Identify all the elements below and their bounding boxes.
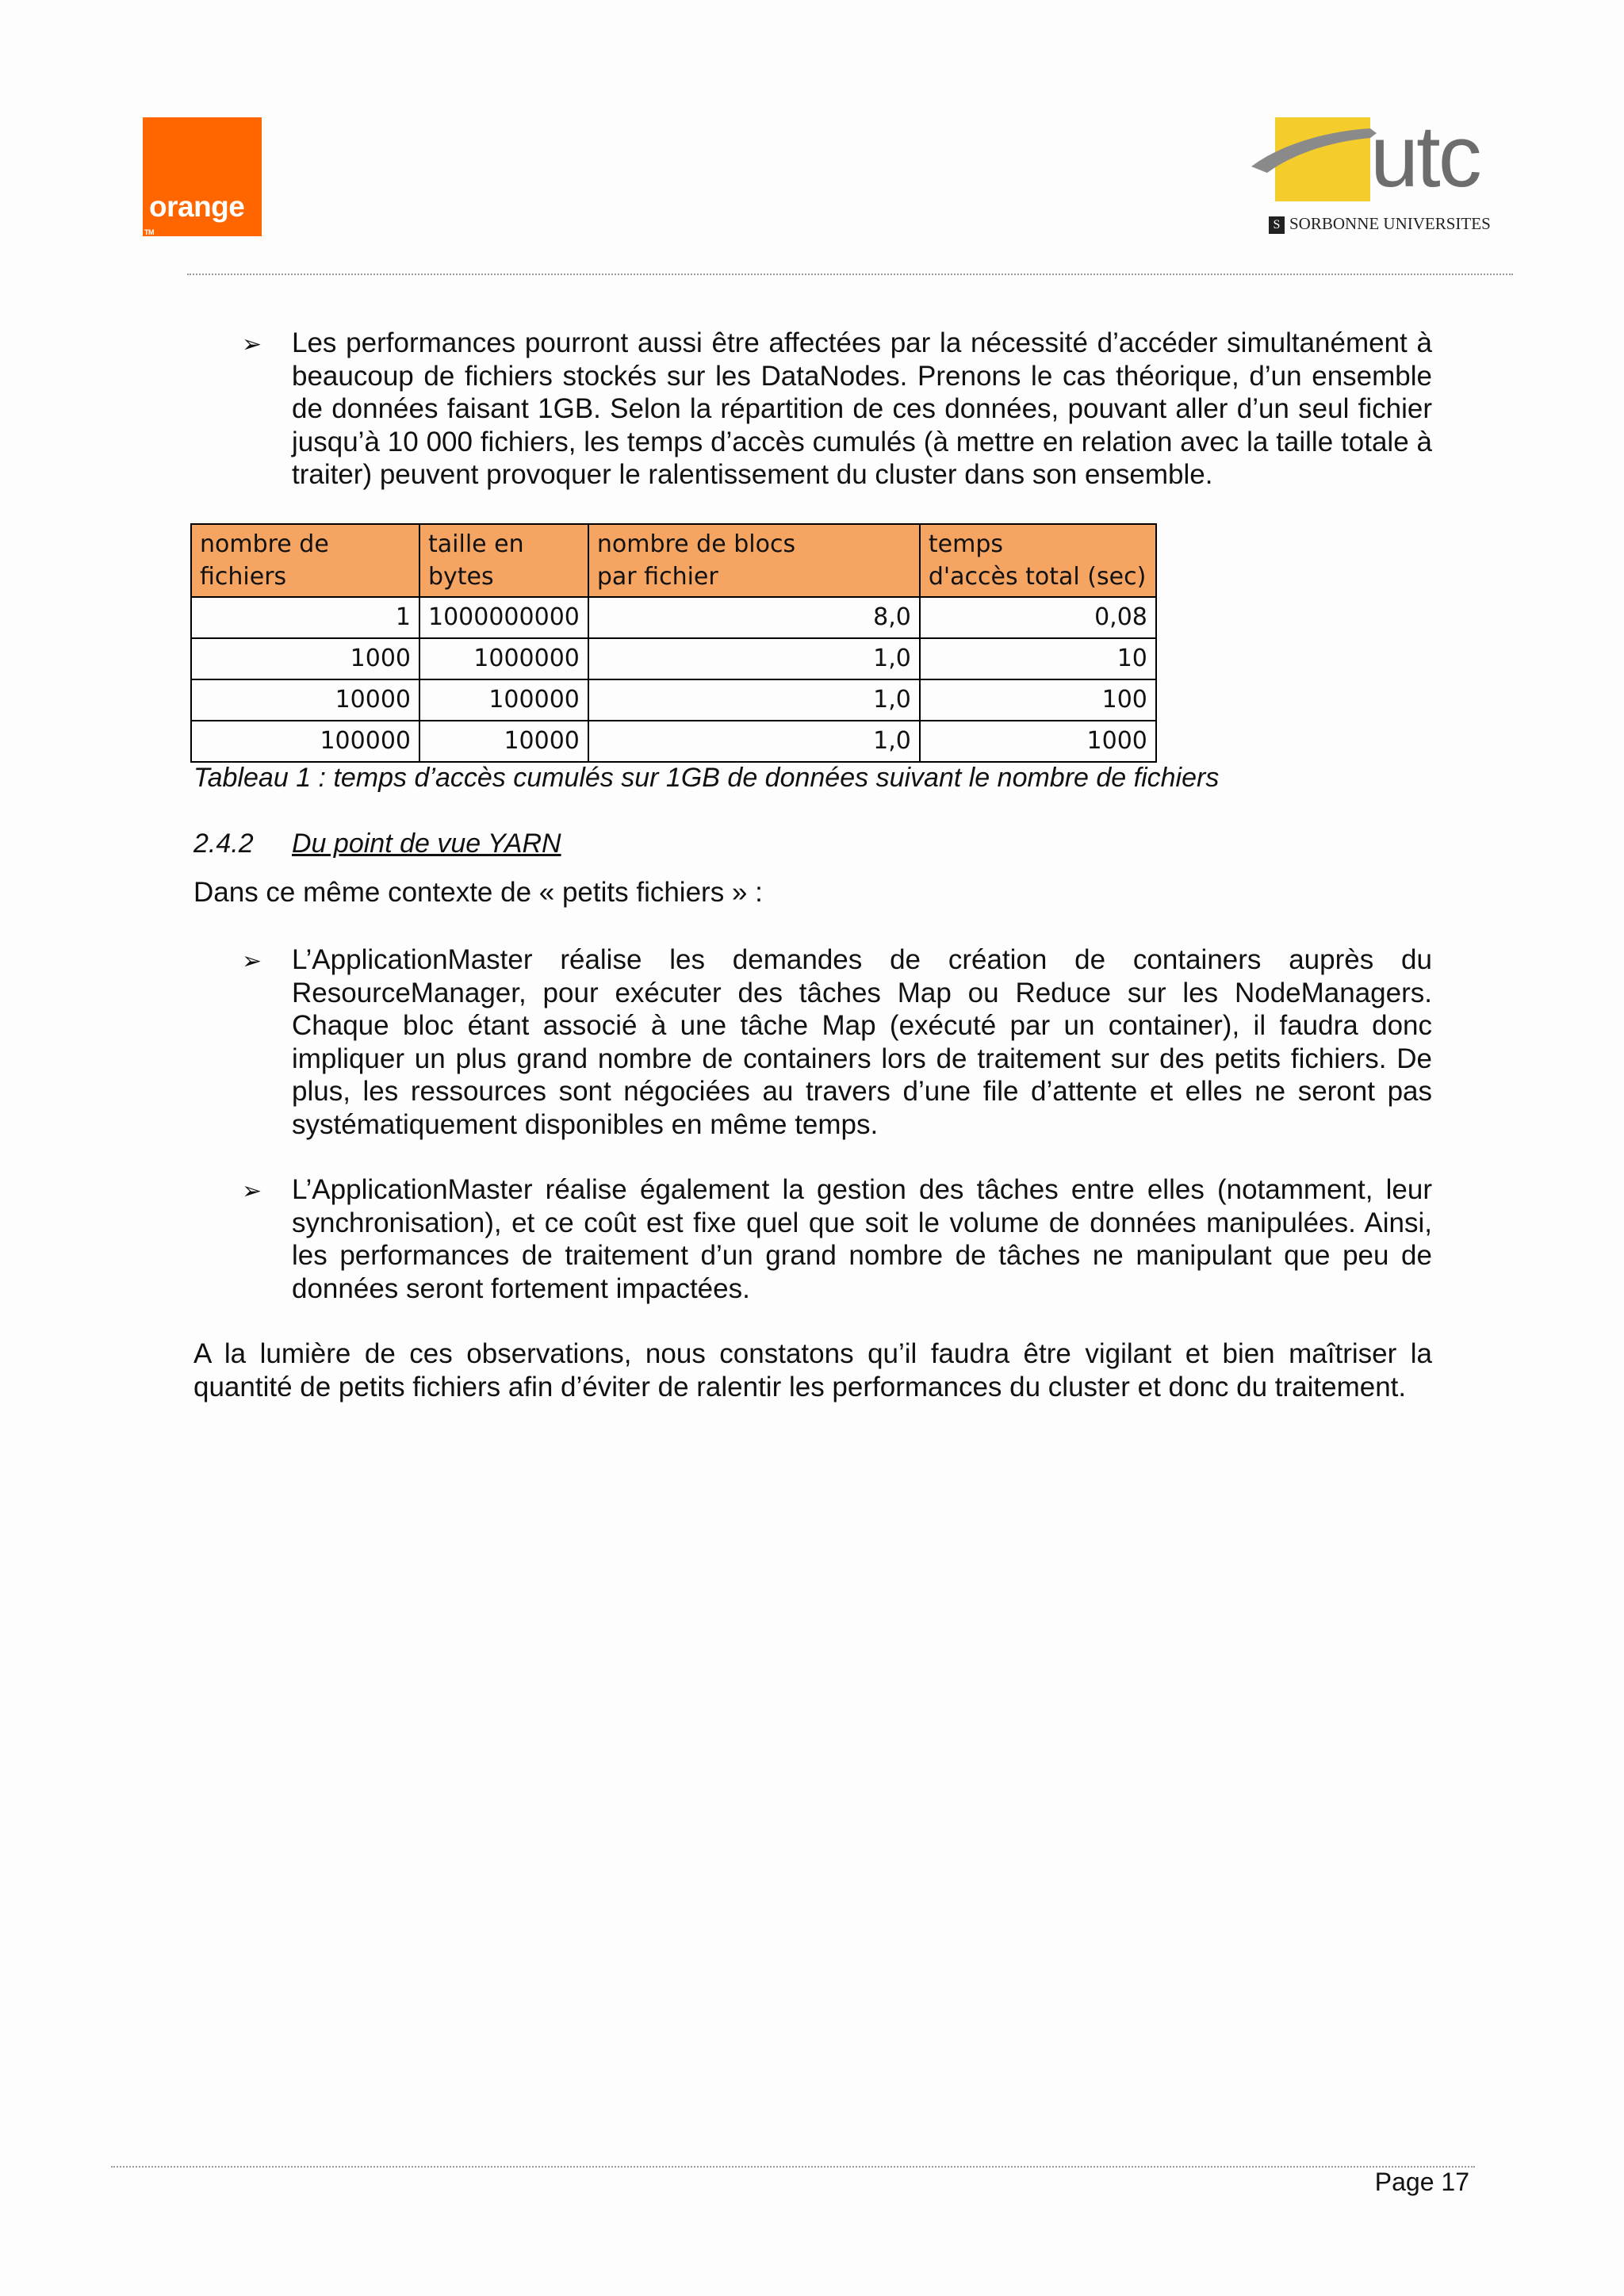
table-header-cell: taille en bytes <box>419 524 588 597</box>
section-heading <box>193 828 561 859</box>
table-row <box>191 721 1156 762</box>
intro-paragraph: Dans ce même contexte de « petits fichiers » : <box>193 877 763 908</box>
table-cell: 1,0 <box>588 721 920 762</box>
table-header-cell: temps d'accès total (sec) <box>920 524 1156 597</box>
header-rule <box>187 274 1513 275</box>
access-time-table <box>190 523 1157 763</box>
table-cell: 1,0 <box>588 679 920 721</box>
utc-logo-subtitle: S SORBONNE UNIVERSITES <box>1269 214 1491 234</box>
table-caption: Tableau 1 : temps d’accès cumulés sur 1GB de données suivant le nombre de fichiers <box>193 763 1220 793</box>
table-cell: 100 <box>920 679 1156 721</box>
table-cell: 10 <box>920 638 1156 679</box>
table-header-cell: nombre de blocs par fichier <box>588 524 920 597</box>
conclusion-paragraph: A la lumière de ces observations, nous constatons qu’il faudra être vigilant et bien maîtriser la quantité de petits fichiers afin d’éviter de ralentir les performances du cluster et donc du traitement. <box>193 1338 1432 1402</box>
bullet-arrow-icon: ➢ <box>242 948 262 974</box>
table-header-row <box>191 524 1156 597</box>
bullet-arrow-icon: ➢ <box>242 1178 262 1204</box>
table-cell: 1000000 <box>419 638 588 679</box>
footer-rule <box>111 2166 1475 2168</box>
table-cell: 100000 <box>191 721 419 762</box>
table-row <box>191 679 1156 721</box>
table-cell: 8,0 <box>588 597 920 638</box>
bullet-paragraph-3: L’ApplicationMaster réalise également la gestion des tâches entre elles (notamment, leur synchronisation), et ce coût est fixe quel que soit le volume de données manipulées. Ainsi, les performances de traitement d’un grand nombre de tâches ne manipulant que peu de données seront fortement impactées. <box>292 1174 1432 1304</box>
table-header-cell: nombre de fichiers <box>191 524 419 597</box>
bullet-arrow-icon: ➢ <box>242 331 262 358</box>
bullet-paragraph-2: L’ApplicationMaster réalise les demandes de création de containers auprès du ResourceManager, pour exécuter des tâches Map ou Reduce sur les NodeManagers. Chaque bloc étant associé à une tâche Map (exécuté par un container), il faudra donc impliquer un plus grand nombre de containers lors de traitement sur des petits fichiers. De plus, les ressources sont négociées au travers d’une file d’attente et elles ne seront pas systématiquement disponibles en même temps. <box>292 944 1432 1140</box>
table-row <box>191 597 1156 638</box>
table-row <box>191 638 1156 679</box>
table-cell: 1,0 <box>588 638 920 679</box>
table-cell: 10000 <box>419 721 588 762</box>
utc-logo-text: utc <box>1370 108 1480 205</box>
table-cell: 100000 <box>419 679 588 721</box>
section-title: Du point de vue YARN <box>292 828 561 859</box>
table-cell: 0,08 <box>920 597 1156 638</box>
sorbonne-shield-icon: S <box>1269 216 1285 234</box>
page-number: Page 17 <box>1374 2168 1469 2196</box>
table-cell: 1000000000 <box>419 597 588 638</box>
bullet-paragraph-1: Les performances pourront aussi être affectées par la nécessité d’accéder simultanément à beaucoup de fichiers stockés sur les DataNodes. Prenons le cas théorique, d’un ensemble de données faisant 1GB. Selon la répartition de ces données, pouvant aller d’un seul fichier jusqu’à 10 000 fichiers, les temps d’accès cumulés (à mettre en relation avec la taille totale à traiter) peuvent provoquer le ralentissement du cluster dans son ensemble. <box>292 327 1432 490</box>
utc-emblem-icon <box>1251 111 1378 206</box>
table-cell: 1 <box>191 597 419 638</box>
table-cell: 1000 <box>920 721 1156 762</box>
orange-logo: orange TM <box>143 117 262 236</box>
utc-logo <box>1251 108 1510 238</box>
section-number: 2.4.2 <box>193 828 254 859</box>
table-cell: 1000 <box>191 638 419 679</box>
table-cell: 10000 <box>191 679 419 721</box>
